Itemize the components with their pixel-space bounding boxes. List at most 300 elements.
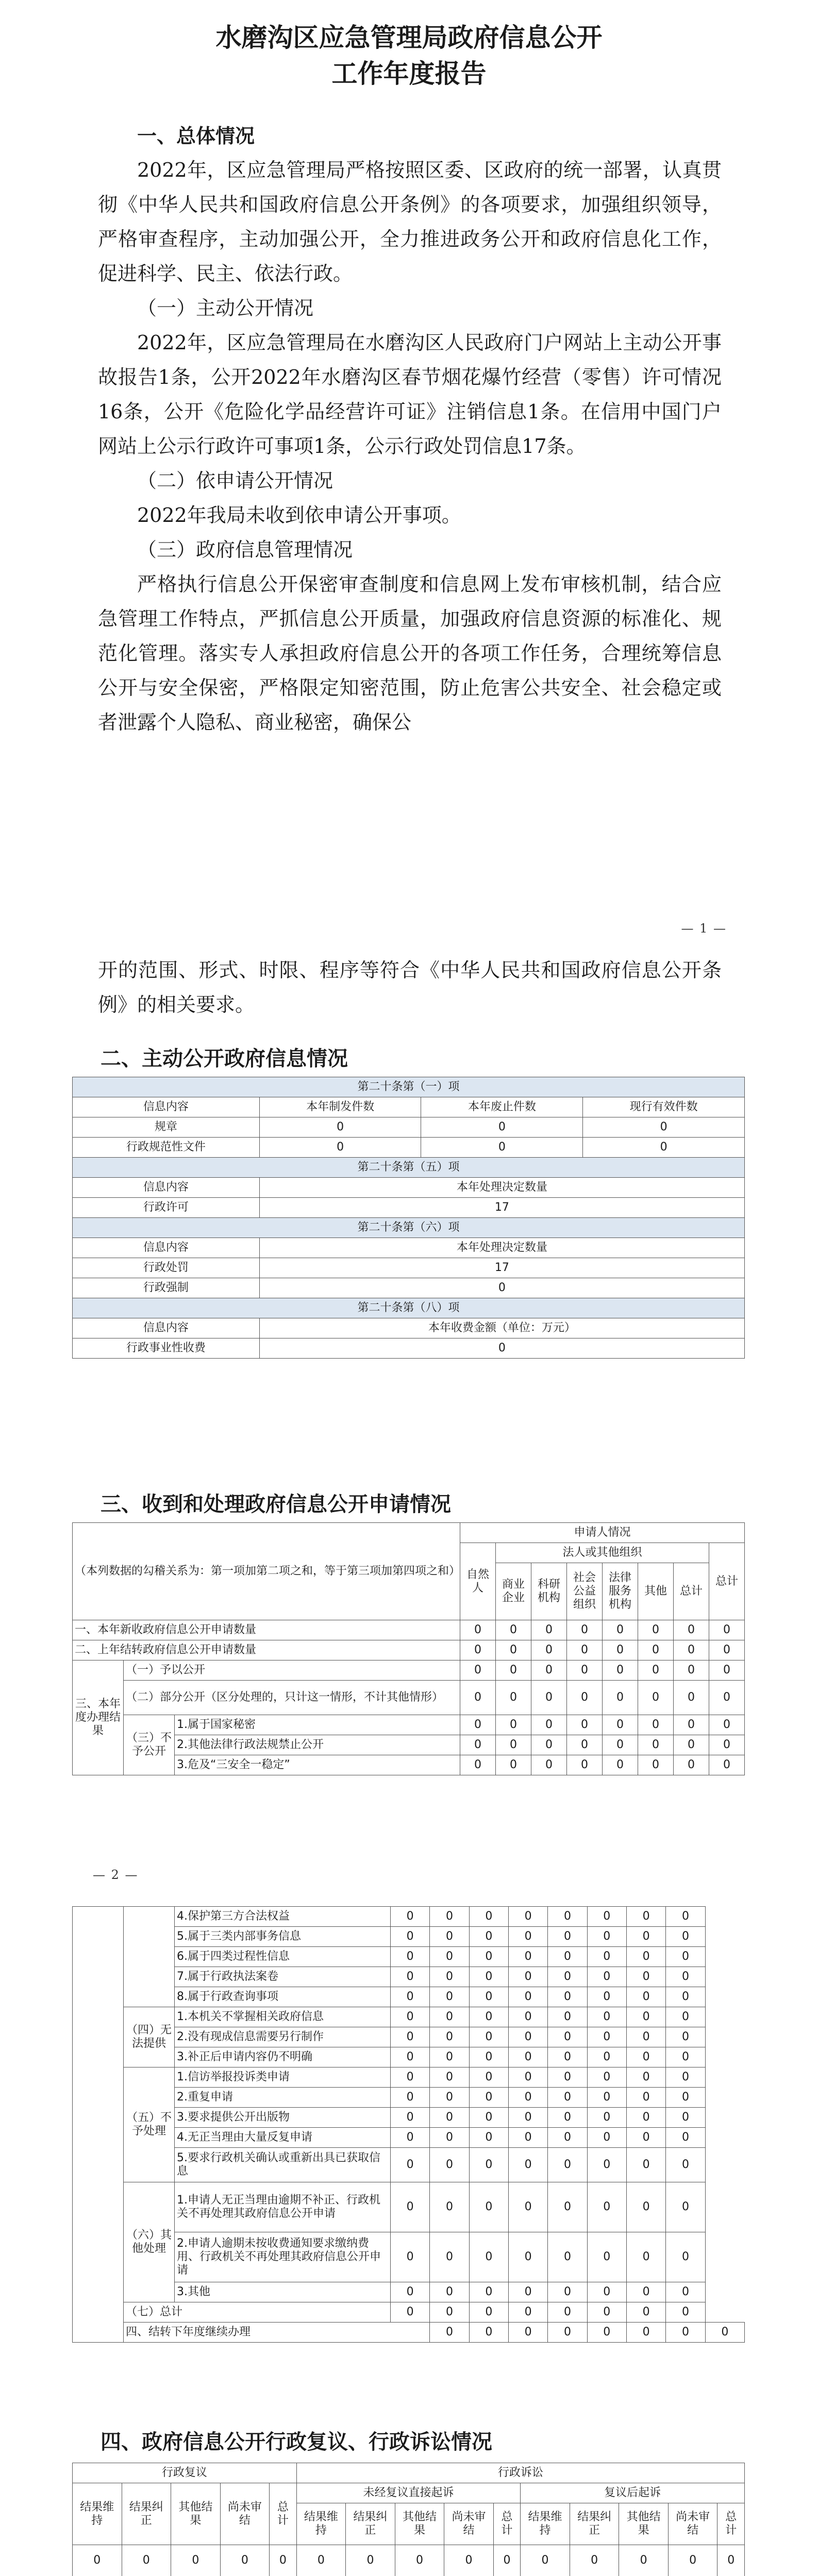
count-cell: 0: [430, 1967, 469, 1987]
count-cell: 0: [391, 2047, 430, 2067]
count-cell: 0: [626, 2067, 665, 2088]
row-label: 行政许可: [73, 1198, 260, 1218]
row-label: （七）总计: [124, 2302, 391, 2323]
count-cell: 0: [587, 2128, 626, 2148]
count-cell: 0: [626, 2323, 665, 2343]
row-label: 2.没有现成信息需要另行制作: [175, 2027, 391, 2047]
row-label: 4.保护第三方合法权益: [175, 1907, 391, 1927]
count-cell: 0: [548, 1947, 587, 1967]
row-label: 7.属于行政执法案卷: [175, 1967, 391, 1987]
group-3-continued: [73, 1907, 124, 2343]
col-header: 本年收费金额（单位：万元）: [259, 1318, 744, 1338]
count-cell: 0: [638, 1660, 674, 1681]
count-cell: 0: [508, 1987, 547, 2007]
count-cell: 0: [638, 1640, 674, 1660]
count-cell: 0: [469, 1967, 508, 1987]
col-header: 法律服务机构: [603, 1563, 638, 1620]
row-label: 5.属于三类内部事务信息: [175, 1927, 391, 1947]
count-cell: 0: [567, 1640, 603, 1660]
count-cell: 0: [626, 1987, 665, 2007]
count-cell: 0: [709, 1715, 745, 1735]
application-table-part-2: [72, 1906, 745, 2343]
count-cell: 0: [548, 2128, 587, 2148]
count-cell: 0: [430, 2007, 469, 2027]
suit-header: 行政诉讼: [296, 2463, 744, 2483]
count-cell: 0: [460, 1715, 496, 1735]
row-label: （一）予以公开: [124, 1660, 460, 1681]
count-cell: 0: [460, 1735, 496, 1755]
count-cell: 0: [587, 2282, 626, 2302]
count-cell: 0: [666, 2128, 705, 2148]
count-cell: 0: [391, 2182, 430, 2232]
report-title: [0, 20, 818, 92]
row-label: 行政规范性文件: [73, 1138, 260, 1158]
col-header: 总计: [674, 1563, 709, 1620]
count-cell: 0: [548, 2182, 587, 2232]
count-cell: 0: [626, 2128, 665, 2148]
row-label: 3.其他: [175, 2282, 391, 2302]
count-cell: 0: [548, 2088, 587, 2108]
row-label: 2.重复申请: [175, 2088, 391, 2108]
count-cell: 0: [531, 1755, 567, 1775]
count-cell: 0: [496, 1640, 531, 1660]
count-cell: 0: [430, 2047, 469, 2067]
suit-a-header: 未经复议直接起诉: [296, 2483, 521, 2503]
row-label: 3.补正后申请内容仍不明确: [175, 2047, 391, 2067]
application-table-part-1: [72, 1522, 745, 1775]
count-cell: 0: [548, 2007, 587, 2027]
row-label: 4.无正当理由大量反复申请: [175, 2128, 391, 2148]
legal-entity: 法人或其他组织: [496, 1543, 709, 1563]
row-label: 6.属于四类过程性信息: [175, 1947, 391, 1967]
col-header: 现行有效件数: [583, 1097, 745, 1117]
count-cell: 0: [666, 1947, 705, 1967]
col-header: 社会公益组织: [567, 1563, 603, 1620]
count-cell: 0: [508, 1907, 547, 1927]
col-header: 结果纠正: [570, 2503, 619, 2545]
count-cell: 0: [444, 2545, 494, 2576]
count-cell: 0: [469, 1927, 508, 1947]
count-cell: 0: [496, 1755, 531, 1775]
count-cell: 0: [626, 2047, 665, 2067]
row-label: 二、上年结转政府信息公开申请数量: [73, 1640, 460, 1660]
col-header: 其他: [638, 1563, 674, 1620]
row-label: 四、结转下年度继续办理: [124, 2323, 430, 2343]
group-3c-continued: [124, 1907, 175, 2007]
count-cell: 0: [666, 2182, 705, 2232]
count-cell: 0: [674, 1681, 709, 1715]
row-label: 1.属于国家秘密: [175, 1715, 460, 1735]
row-label: 3.危及“三安全一稳定”: [175, 1755, 460, 1775]
count-cell: 0: [548, 2108, 587, 2128]
count-cell: 0: [391, 2282, 430, 2302]
cell: 17: [259, 1258, 744, 1278]
count-cell: 0: [548, 2067, 587, 2088]
count-cell: 0: [666, 2088, 705, 2108]
count-cell: 0: [570, 2545, 619, 2576]
count-cell: 0: [469, 2323, 508, 2343]
section-1-para-3: 2022年我局未收到依申请公开事项。: [137, 504, 461, 527]
count-cell: 0: [171, 2545, 221, 2576]
page-number-1: — 1 —: [681, 921, 727, 936]
col-header: 信息内容: [73, 1318, 260, 1338]
col-header: 其他结果: [619, 2503, 669, 2545]
count-cell: 0: [508, 2148, 547, 2182]
col-header: 结果维持: [296, 2503, 346, 2545]
count-cell: 0: [587, 2182, 626, 2232]
count-cell: 0: [587, 1907, 626, 1927]
col-header: 本年处理决定数量: [259, 1178, 744, 1198]
section-1-para-1: 2022年，区应急管理局严格按照区委、区政府的统一部署，认真贯彻《中华人民共和国政府信息公开条例》的各项要求，加强组织领导，严格审查程序，主动加强公开，全力推进政务公开和政府信息化工作，促进科学、民主、依法行政。: [98, 159, 722, 285]
col-header: 总计: [270, 2483, 297, 2545]
count-cell: 0: [270, 2545, 297, 2576]
count-cell: 0: [391, 1947, 430, 1967]
count-cell: 0: [469, 2232, 508, 2282]
count-cell: 0: [587, 1967, 626, 1987]
sec-20-6: 第二十条第（六）项: [73, 1218, 745, 1238]
count-cell: 0: [430, 1987, 469, 2007]
count-cell: 0: [587, 2007, 626, 2027]
count-cell: 0: [469, 2182, 508, 2232]
count-cell: 0: [638, 1755, 674, 1775]
row-label: 5.要求行政机关确认或重新出具已获取信息: [175, 2148, 391, 2182]
count-cell: 0: [587, 2027, 626, 2047]
count-cell: 0: [496, 1660, 531, 1681]
count-cell: 0: [666, 1967, 705, 1987]
cell: 0: [583, 1117, 745, 1138]
count-cell: 0: [548, 1907, 587, 1927]
count-cell: 0: [508, 1947, 547, 1967]
col-header: 商业企业: [496, 1563, 531, 1620]
section-1-sub-1: （一）主动公开情况: [137, 297, 314, 319]
applicant-header: 申请人情况: [460, 1523, 745, 1543]
count-cell: 0: [626, 2007, 665, 2027]
row-label: 行政事业性收费: [73, 1338, 260, 1359]
count-cell: 0: [548, 2148, 587, 2182]
row-label: 2.申请人逾期未按收费通知要求缴纳费用、行政机关不再处理其政府信息公开申请: [175, 2232, 391, 2282]
count-cell: 0: [460, 1640, 496, 1660]
count-cell: 0: [626, 2108, 665, 2128]
count-cell: 0: [626, 2282, 665, 2302]
col-header: 总计: [717, 2503, 745, 2545]
count-cell: 0: [666, 2027, 705, 2047]
col-header: 尚未审结: [444, 2503, 494, 2545]
count-cell: 0: [567, 1620, 603, 1640]
count-cell: 0: [508, 2182, 547, 2232]
count-cell: 0: [430, 2232, 469, 2282]
count-cell: 0: [638, 1681, 674, 1715]
count-cell: 0: [508, 2007, 547, 2027]
count-cell: 0: [548, 2232, 587, 2282]
count-cell: 0: [493, 2545, 521, 2576]
count-cell: 0: [469, 2007, 508, 2027]
section-1-heading: 一、总体情况: [137, 124, 255, 147]
count-cell: 0: [531, 1620, 567, 1640]
count-cell: 0: [73, 2545, 122, 2576]
count-cell: 0: [638, 1620, 674, 1640]
count-cell: 0: [567, 1715, 603, 1735]
count-cell: 0: [603, 1640, 638, 1660]
count-cell: 0: [666, 2108, 705, 2128]
count-cell: 0: [674, 1715, 709, 1735]
count-cell: 0: [626, 1927, 665, 1947]
count-cell: 0: [469, 2128, 508, 2148]
count-cell: 0: [587, 2088, 626, 2108]
count-cell: 0: [531, 1681, 567, 1715]
count-cell: 0: [469, 2282, 508, 2302]
count-cell: 0: [674, 1755, 709, 1775]
count-cell: 0: [508, 2047, 547, 2067]
count-cell: 0: [666, 2148, 705, 2182]
section-3-heading: 三、收到和处理政府信息公开申请情况: [101, 1492, 451, 1516]
count-cell: 0: [508, 2323, 547, 2343]
count-cell: 0: [567, 1735, 603, 1755]
count-cell: 0: [548, 2323, 587, 2343]
count-cell: 0: [531, 1640, 567, 1660]
count-cell: 0: [391, 2007, 430, 2027]
count-cell: 0: [469, 1907, 508, 1927]
col-header: 总计: [493, 2503, 521, 2545]
review-litigation-table: [72, 2463, 745, 2576]
count-cell: 0: [674, 1640, 709, 1660]
count-cell: 0: [709, 1660, 745, 1681]
count-cell: 0: [460, 1681, 496, 1715]
count-cell: 0: [666, 1907, 705, 1927]
natural-person: 自然人: [460, 1543, 496, 1620]
title-line-1: 水磨沟区应急管理局政府信息公开: [215, 22, 603, 53]
count-cell: 0: [587, 1947, 626, 1967]
count-cell: 0: [430, 2067, 469, 2088]
cell: 0: [583, 1138, 745, 1158]
count-cell: 0: [496, 1620, 531, 1640]
count-cell: 0: [531, 1735, 567, 1755]
count-cell: 0: [717, 2545, 745, 2576]
count-cell: 0: [548, 1987, 587, 2007]
count-cell: 0: [626, 2088, 665, 2108]
section-1-sub-3: （三）政府信息管理情况: [137, 538, 353, 561]
count-cell: 0: [496, 1735, 531, 1755]
count-cell: 0: [626, 1947, 665, 1967]
count-cell: 0: [567, 1660, 603, 1681]
col-header: 其他结果: [395, 2503, 444, 2545]
col-header: 结果纠正: [122, 2483, 171, 2545]
count-cell: 0: [531, 1715, 567, 1735]
count-cell: 0: [391, 2148, 430, 2182]
count-cell: 0: [668, 2545, 717, 2576]
count-cell: 0: [548, 2282, 587, 2302]
count-cell: 0: [548, 2302, 587, 2323]
count-cell: 0: [469, 2088, 508, 2108]
count-cell: 0: [508, 2108, 547, 2128]
count-cell: 0: [469, 1947, 508, 1967]
row-label: 8.属于行政查询事项: [175, 1987, 391, 2007]
count-cell: 0: [626, 2232, 665, 2282]
count-cell: 0: [430, 1947, 469, 1967]
count-cell: 0: [567, 1755, 603, 1775]
count-cell: 0: [508, 1967, 547, 1987]
section-1-para-4a: 严格执行信息公开保密审查制度和信息网上发布审核机制，结合应急管理工作特点，严抓信息公开质量，加强政府信息资源的标准化、规范化管理。落实专人承担政府信息公开的各项工作任务，合理统筹信息公开与安全保密，严格限定知密范围，防止危害公共安全、社会稳定或者泄露个人隐私、商业秘密，确保公: [98, 573, 722, 734]
count-cell: 0: [626, 1907, 665, 1927]
count-cell: 0: [430, 2128, 469, 2148]
count-cell: 0: [391, 2088, 430, 2108]
count-cell: 0: [469, 2047, 508, 2067]
count-cell: 0: [587, 2232, 626, 2282]
count-cell: 0: [508, 2232, 547, 2282]
count-cell: 0: [521, 2545, 570, 2576]
count-cell: 0: [508, 2302, 547, 2323]
count-cell: 0: [391, 1967, 430, 1987]
sec-20-1: 第二十条第（一）项: [73, 1077, 745, 1097]
page-number-2: — 2 —: [93, 1868, 139, 1882]
count-cell: 0: [709, 1681, 745, 1715]
count-cell: 0: [587, 2302, 626, 2323]
count-cell: 0: [638, 1715, 674, 1735]
count-cell: 0: [548, 1967, 587, 1987]
count-cell: 0: [430, 1907, 469, 1927]
col-header: 其他结果: [171, 2483, 221, 2545]
section-1-para-2: 2022年，区应急管理局在水磨沟区人民政府门户网站上主动公开事故报告1条，公开2022年水磨沟区春节烟花爆竹经营（零售）许可情况16条，公开《危险化学品经营许可证》注销信息1条。在信用中国门户网站上公示行政许可事项1条，公示行政处罚信息17条。: [98, 331, 722, 457]
row-label: （二）部分公开（区分处理的，只计这一情形，不计其他情形）: [124, 1681, 460, 1715]
count-cell: 0: [460, 1660, 496, 1681]
count-cell: 0: [666, 1987, 705, 2007]
count-cell: 0: [430, 2088, 469, 2108]
count-cell: 0: [220, 2545, 270, 2576]
count-cell: 0: [603, 1681, 638, 1715]
row-label: 1.本机关不掌握相关政府信息: [175, 2007, 391, 2027]
section-2-heading: 二、主动公开政府信息情况: [101, 1046, 348, 1071]
count-cell: 0: [674, 1660, 709, 1681]
count-cell: 0: [391, 1907, 430, 1927]
count-cell: 0: [469, 2027, 508, 2047]
title-line-2: 工作年度报告: [331, 58, 487, 89]
count-cell: 0: [508, 2067, 547, 2088]
group-3c-label: （三）不予公开: [124, 1715, 175, 1775]
count-cell: 0: [603, 1660, 638, 1681]
row-label: 2.其他法律行政法规禁止公开: [175, 1735, 460, 1755]
count-cell: 0: [469, 2302, 508, 2323]
col-header: 尚未审结: [220, 2483, 270, 2545]
count-cell: 0: [603, 1755, 638, 1775]
count-cell: 0: [548, 1927, 587, 1947]
count-cell: 0: [391, 1987, 430, 2007]
count-cell: 0: [430, 2323, 469, 2343]
count-cell: 0: [508, 1927, 547, 1947]
count-cell: 0: [496, 1681, 531, 1715]
row-label: 规章: [73, 1117, 260, 1138]
row-label: 1.申请人无正当理由逾期不补正、行政机关不再处理其政府信息公开申请: [175, 2182, 391, 2232]
count-cell: 0: [531, 1660, 567, 1681]
count-cell: 0: [626, 2302, 665, 2323]
count-cell: 0: [391, 2302, 430, 2323]
col-header: 信息内容: [73, 1238, 260, 1258]
count-cell: 0: [666, 2067, 705, 2088]
count-cell: 0: [666, 1927, 705, 1947]
col-header: 结果维持: [73, 2483, 122, 2545]
count-cell: 0: [122, 2545, 171, 2576]
count-cell: 0: [587, 2323, 626, 2343]
count-cell: 0: [626, 2182, 665, 2232]
count-cell: 0: [709, 1755, 745, 1775]
group-4-label: （四）无法提供: [124, 2007, 175, 2067]
col-header: 信息内容: [73, 1097, 260, 1117]
count-cell: 0: [469, 2148, 508, 2182]
corner-note: （本列数据的勾稽关系为：第一项加第二项之和，等于第三项加第四项之和）: [73, 1523, 460, 1620]
count-cell: 0: [391, 2128, 430, 2148]
cell: 0: [259, 1117, 421, 1138]
count-cell: 0: [391, 2067, 430, 2088]
count-cell: 0: [508, 2088, 547, 2108]
count-cell: 0: [391, 2232, 430, 2282]
row-label: 行政处罚: [73, 1258, 260, 1278]
group-5-label: （五）不予处理: [124, 2067, 175, 2182]
count-cell: 0: [430, 2282, 469, 2302]
count-cell: 0: [430, 2182, 469, 2232]
cell: 0: [421, 1117, 583, 1138]
count-cell: 0: [587, 1987, 626, 2007]
col-header: 科研机构: [531, 1563, 567, 1620]
count-cell: 0: [626, 2027, 665, 2047]
count-cell: 0: [548, 2027, 587, 2047]
count-cell: 0: [567, 1681, 603, 1715]
sec-20-8: 第二十条第（八）项: [73, 1298, 745, 1318]
row-label: 3.要求提供公开出版物: [175, 2108, 391, 2128]
count-cell: 0: [508, 2027, 547, 2047]
count-cell: 0: [705, 2323, 744, 2343]
count-cell: 0: [674, 1620, 709, 1640]
count-cell: 0: [391, 2108, 430, 2128]
cell: 0: [259, 1338, 744, 1359]
count-cell: 0: [674, 1735, 709, 1755]
sec-20-5: 第二十条第（五）项: [73, 1158, 745, 1178]
count-cell: 0: [603, 1735, 638, 1755]
count-cell: 0: [587, 2108, 626, 2128]
row-label: 行政强制: [73, 1278, 260, 1298]
section-4-heading: 四、政府信息公开行政复议、行政诉讼情况: [101, 2430, 492, 2454]
count-cell: 0: [391, 1927, 430, 1947]
total-header: 总计: [709, 1543, 745, 1620]
count-cell: 0: [587, 2047, 626, 2067]
count-cell: 0: [587, 2067, 626, 2088]
count-cell: 0: [666, 2323, 705, 2343]
cell: 0: [259, 1278, 744, 1298]
count-cell: 0: [626, 2148, 665, 2182]
count-cell: 0: [469, 1987, 508, 2007]
group-3-label: 三、本年度办理结果: [73, 1660, 124, 1775]
count-cell: 0: [391, 2027, 430, 2047]
count-cell: 0: [626, 1967, 665, 1987]
count-cell: 0: [395, 2545, 444, 2576]
count-cell: 0: [666, 2232, 705, 2282]
cell: 0: [259, 1138, 421, 1158]
section-1-para-4b: 开的范围、形式、时限、程序等符合《中华人民共和国政府信息公开条例》的相关要求。: [98, 959, 722, 1016]
col-header: 信息内容: [73, 1178, 260, 1198]
section-1-sub-2: （二）依申请公开情况: [137, 469, 333, 492]
count-cell: 0: [603, 1715, 638, 1735]
count-cell: 0: [296, 2545, 346, 2576]
count-cell: 0: [709, 1620, 745, 1640]
count-cell: 0: [430, 2027, 469, 2047]
active-disclosure-table: [72, 1077, 745, 1359]
row-label: 1.信访举报投诉类申请: [175, 2067, 391, 2088]
col-header: 本年处理决定数量: [259, 1238, 744, 1258]
count-cell: 0: [430, 2148, 469, 2182]
count-cell: 0: [666, 2047, 705, 2067]
col-header: 结果维持: [521, 2503, 570, 2545]
col-header: 本年废止件数: [421, 1097, 583, 1117]
count-cell: 0: [587, 2148, 626, 2182]
count-cell: 0: [709, 1735, 745, 1755]
count-cell: 0: [496, 1715, 531, 1735]
